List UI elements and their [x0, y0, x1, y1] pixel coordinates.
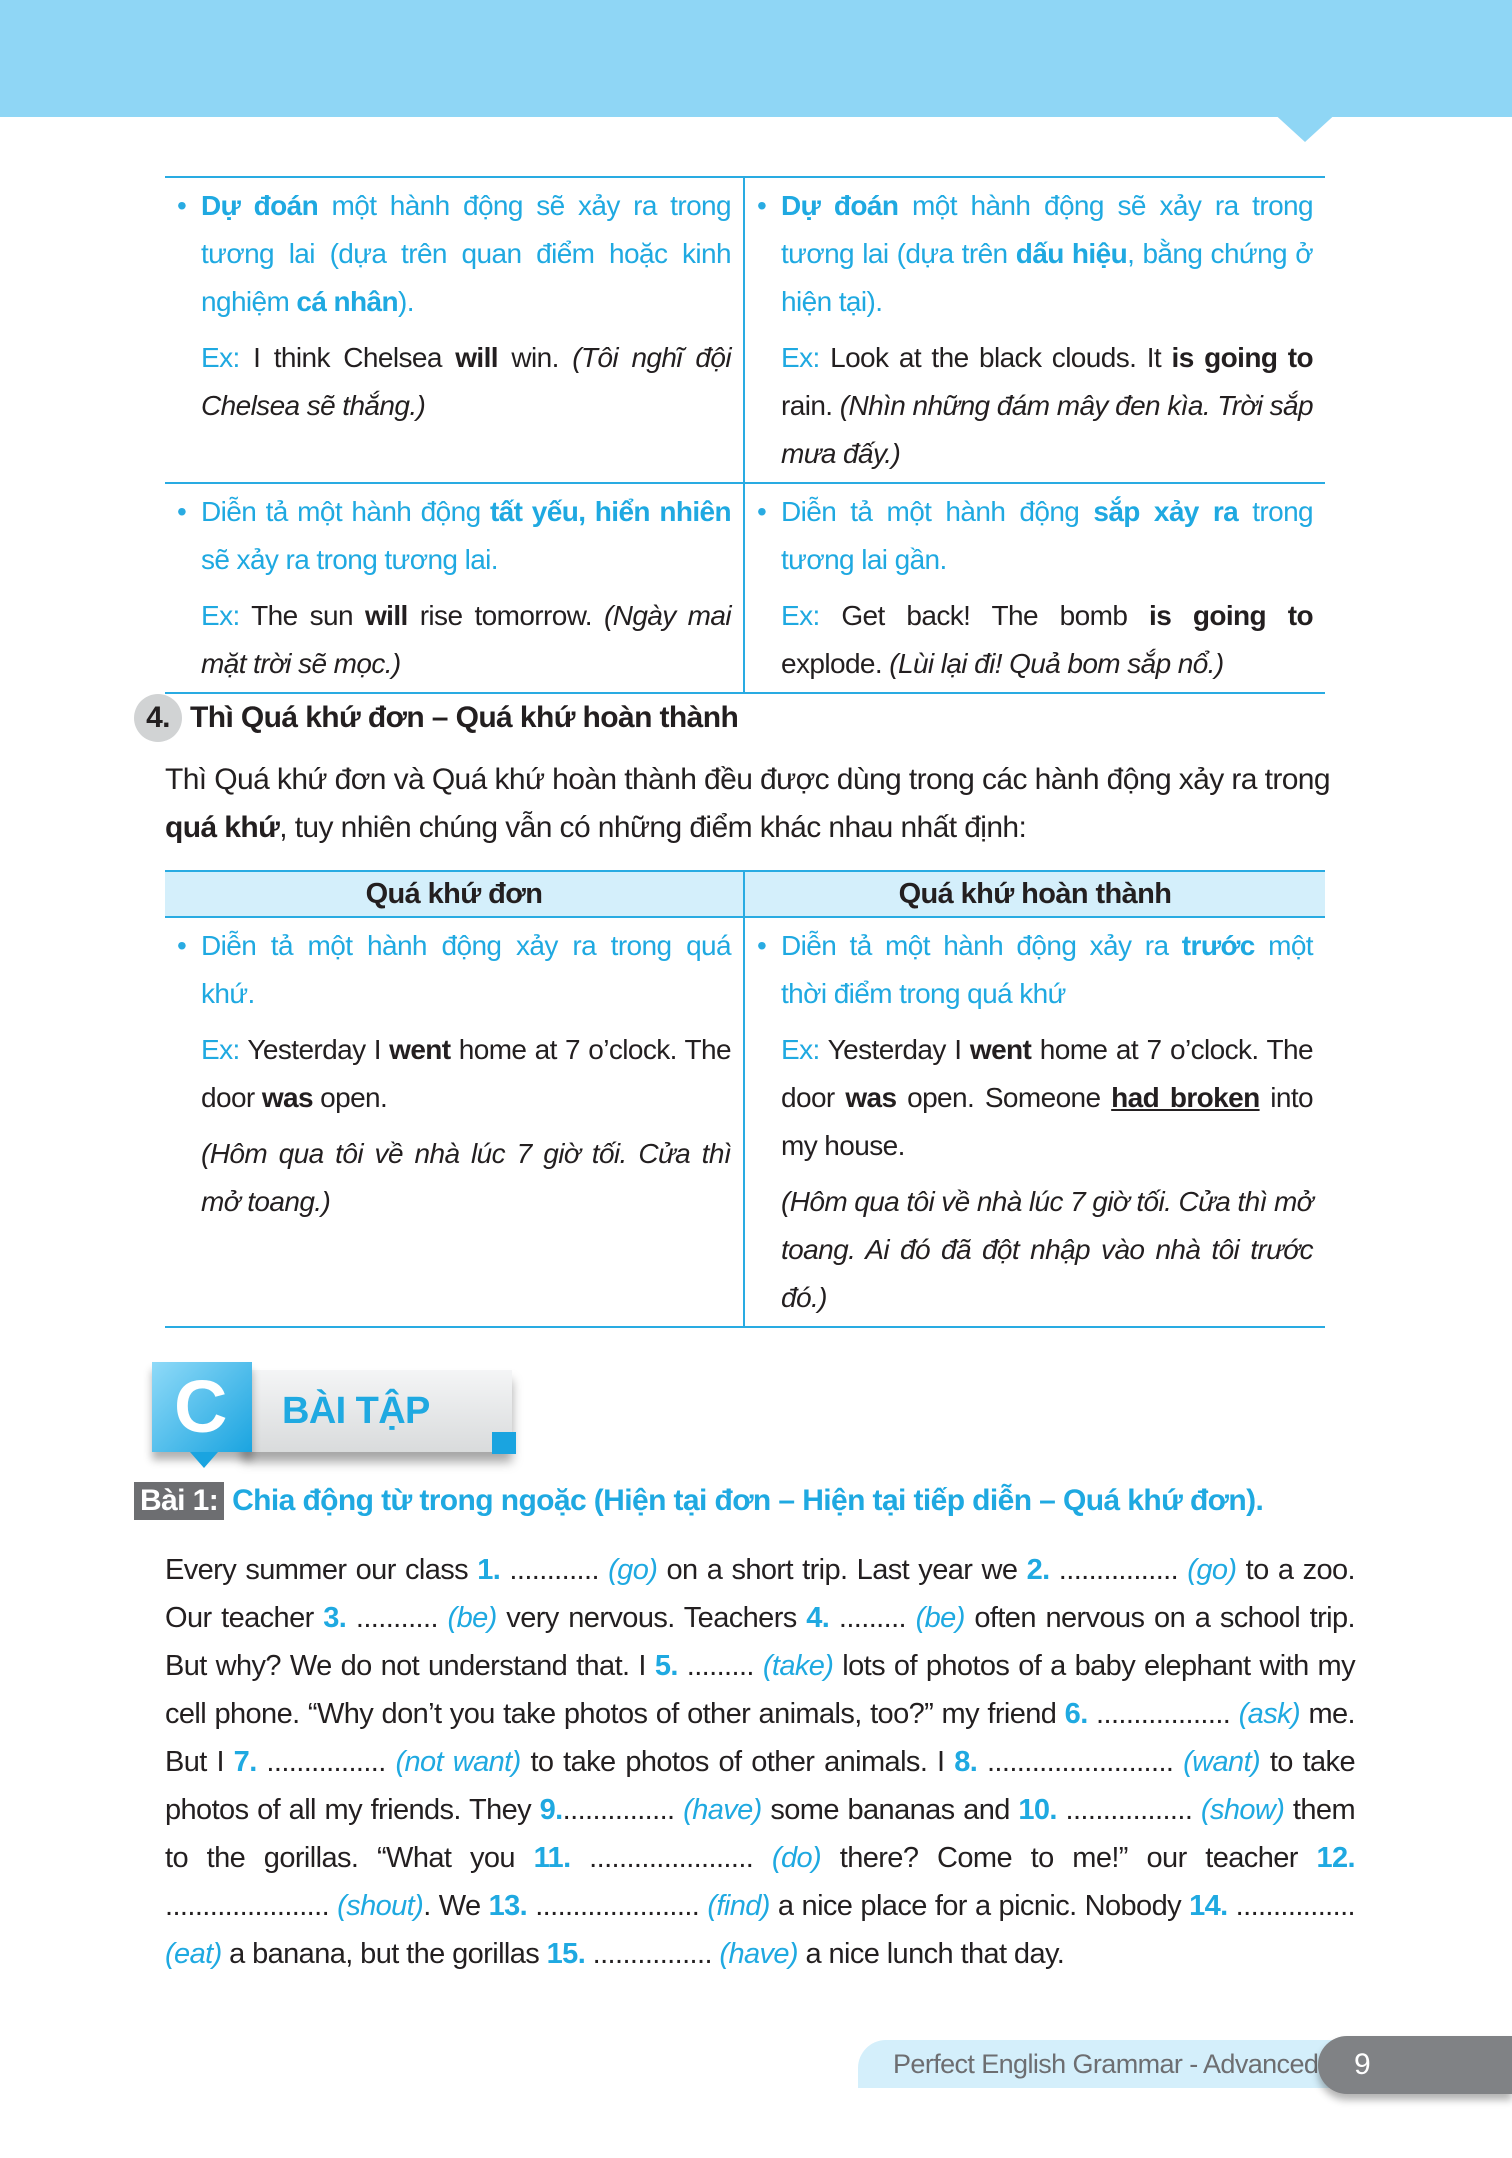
table-cell-left: [165, 178, 745, 482]
text-run: sẽ xảy ra trong tương lai.: [201, 544, 498, 575]
text-run: (Lùi lại đi! Quả bom sắp nổ.): [889, 648, 1224, 679]
text-run: explode.: [781, 648, 890, 679]
text-run: a nice place for a picnic. Nobody: [769, 1890, 1190, 1922]
section-label: BÀI TẬP: [282, 1390, 430, 1432]
text-run: sắp xảy ra: [1093, 496, 1239, 527]
text-run: ).: [398, 286, 414, 317]
text-run: 8.: [954, 1746, 978, 1778]
text-run: 10.: [1018, 1794, 1057, 1826]
text-run: Look at the black clouds. It: [830, 342, 1172, 373]
text-run: Ex:: [201, 1034, 248, 1065]
text-run: is going to: [1171, 342, 1313, 373]
text-run: Ex:: [781, 342, 831, 373]
text-run: trước: [1181, 930, 1255, 961]
text-run: (be): [447, 1602, 497, 1634]
text-run: .................: [1056, 1794, 1201, 1826]
text-run: quá khứ: [165, 811, 280, 844]
header-simple-past: Quá khứ đơn: [165, 872, 745, 916]
text-run: 5.: [654, 1650, 678, 1682]
text-run: 14.: [1189, 1890, 1228, 1922]
page-number: 9: [1318, 2036, 1512, 2094]
text-run: was: [845, 1082, 897, 1113]
text-run: Get back! The bomb: [841, 600, 1150, 631]
text-run: 12.: [1316, 1842, 1355, 1874]
section-number: 4.: [134, 694, 182, 742]
text-run: 2.: [1026, 1554, 1050, 1586]
bullet-point: [755, 488, 1313, 584]
text-run: ................: [1049, 1554, 1188, 1586]
example: [755, 334, 1313, 478]
text-run: Diễn tả một hành động xảy ra trong quá khứ.: [201, 930, 731, 1009]
text-run: 13.: [488, 1890, 528, 1922]
text-run: trong tương lai gần.: [781, 496, 1314, 575]
bullet-icon: •: [177, 496, 187, 527]
banner-notch: [1270, 110, 1340, 142]
text-run: .........................: [977, 1746, 1184, 1778]
text-run: .........: [829, 1602, 916, 1634]
past-tenses-table: [165, 870, 1325, 1328]
text-run: rise tomorrow.: [407, 600, 604, 631]
text-run: a banana, but the gorillas: [221, 1938, 547, 1970]
text-run: (shout): [337, 1890, 424, 1922]
text-run: rain.: [781, 390, 840, 421]
text-run: home at 7 o’clock. The door: [781, 1034, 1313, 1113]
text-run: 11.: [533, 1842, 571, 1874]
table-cell-left: [165, 918, 745, 1326]
bullet-point: [755, 182, 1313, 326]
text-run: , tuy nhiên chúng vẫn có những điểm khác nhau nhất định:: [279, 811, 1027, 844]
text-run: một thời điểm trong quá khứ: [781, 930, 1313, 1009]
text-run: (Ngày mai mặt trời sẽ mọc.): [201, 600, 732, 679]
header-past-perfect: Quá khứ hoàn thành: [898, 878, 1172, 910]
text-run: ............: [500, 1554, 609, 1586]
text-run: ................: [256, 1746, 396, 1778]
exercise-tag: Bài 1:: [134, 1482, 224, 1520]
text-run: I think Chelsea: [253, 342, 456, 373]
text-run: (Hôm qua tôi về nhà lúc 7 giờ tối. Cửa thì mở toang. Ai đó đã đột nhập vào nhà tôi trước đó.): [781, 1186, 1313, 1313]
text-run: , bằng chứng ở hiện tại).: [781, 238, 1313, 317]
text-run: cá nhân: [296, 286, 399, 317]
text-run: 3.: [323, 1602, 347, 1634]
text-run: win.: [497, 342, 573, 373]
text-run: (not want): [395, 1746, 521, 1778]
bullet-icon: •: [177, 190, 187, 221]
text-run: Dự đoán: [201, 190, 319, 221]
table-cell-right: [745, 178, 1325, 482]
text-run: . We: [423, 1890, 489, 1922]
text-run: will: [455, 342, 498, 373]
text-run: Every summer our class: [165, 1554, 478, 1586]
text-run: (have): [683, 1794, 762, 1826]
text-run: (want): [1183, 1746, 1261, 1778]
text-run: ......................: [165, 1890, 338, 1922]
text-run: Ex:: [781, 600, 842, 631]
text-run: The sun: [251, 600, 365, 631]
example: [175, 1130, 731, 1226]
text-run: (go): [608, 1554, 658, 1586]
table-row: [165, 484, 1325, 692]
exercise-heading: [134, 1482, 1263, 1520]
text-run: .........: [677, 1650, 763, 1682]
table-cell-right: [745, 918, 1325, 1326]
example: [175, 334, 731, 430]
text-run: Diễn tả một hành động: [781, 496, 1094, 527]
text-run: Diễn tả một hành động xảy ra: [781, 930, 1182, 961]
text-run: 6.: [1064, 1698, 1088, 1730]
bullet-icon: •: [757, 190, 767, 221]
text-run: 7.: [233, 1746, 257, 1778]
exercise-text: [165, 1546, 1355, 1978]
text-run: Dự đoán: [781, 190, 899, 221]
text-run: went: [389, 1034, 451, 1065]
text-run: (be): [915, 1602, 965, 1634]
table-cell-left: [165, 484, 745, 692]
text-run: ...............: [562, 1794, 684, 1826]
text-run: often nervous on a school trip. But why? We do not understand that. I: [165, 1602, 1355, 1682]
text-run: (go): [1187, 1554, 1237, 1586]
text-run: Ex:: [781, 1034, 828, 1065]
text-run: home at 7 o’clock. The door: [201, 1034, 731, 1113]
text-run: tất yếu, hiển nhiên: [489, 496, 731, 527]
example: [755, 1026, 1313, 1170]
section-c-badge: [152, 1352, 522, 1458]
text-run: ......................: [527, 1890, 708, 1922]
text-run: Yesterday I: [247, 1034, 390, 1065]
section-title: Thì Quá khứ đơn – Quá khứ hoàn thành: [190, 701, 739, 734]
text-run: open.: [312, 1082, 388, 1113]
text-run: ..................: [1087, 1698, 1239, 1730]
text-run: Thì Quá khứ đơn và Quá khứ hoàn thành đều được dùng trong các hành động xảy ra trong: [165, 763, 1330, 796]
badge-tail: [190, 1452, 218, 1468]
text-run: (Nhìn những đám mây đen kìa. Trời sắp mưa đấy.): [781, 390, 1313, 469]
text-run: me. But I: [165, 1698, 1355, 1778]
text-run: to take photos of other animals. I: [520, 1746, 955, 1778]
text-run: lots of photos of a baby elephant with my cell phone. “Why don’t you take photos of other animals, too?” my friend: [165, 1650, 1356, 1730]
text-run: (show): [1200, 1794, 1285, 1826]
will-vs-going-to-table: [165, 176, 1325, 694]
section-letter: C: [174, 1365, 227, 1448]
header-banner: [0, 0, 1512, 117]
text-run: (Tôi nghĩ đội Chelsea sẽ thắng.): [201, 342, 731, 421]
text-run: dấu hiệu: [1015, 238, 1128, 269]
text-run: very nervous. Teachers: [496, 1602, 807, 1634]
section-4-heading: [134, 694, 738, 742]
text-run: some bananas and: [761, 1794, 1019, 1826]
exercise-title: Chia động từ trong ngoặc (Hiện tại đơn – Hiện tại tiếp diễn – Quá khứ đơn).: [232, 1484, 1264, 1517]
bullet-point: [175, 488, 731, 584]
bullet-point: [175, 182, 731, 326]
text-run: ................: [585, 1938, 720, 1970]
text-run: had broken: [1111, 1082, 1260, 1113]
text-run: Ex:: [201, 342, 254, 373]
text-run: 15.: [546, 1938, 586, 1970]
text-run: một hành động sẽ xảy ra trong tương lai (dựa trên: [781, 190, 1313, 269]
example: [175, 1026, 731, 1122]
text-run: ...........: [346, 1602, 448, 1634]
text-run: on a short trip. Last year we: [657, 1554, 1027, 1586]
text-run: Diễn tả một hành động: [201, 496, 490, 527]
text-run: (take): [762, 1650, 834, 1682]
example: [755, 592, 1313, 688]
text-run: there? Come to me!” our teacher: [821, 1842, 1317, 1874]
text-run: to take photos of all my friends. They: [165, 1746, 1355, 1826]
text-run: to a zoo. Our teacher: [165, 1554, 1355, 1634]
text-run: will: [364, 600, 408, 631]
text-run: (do): [771, 1842, 822, 1874]
text-run: into my house.: [781, 1082, 1313, 1161]
bullet-icon: •: [757, 496, 767, 527]
example: [755, 1178, 1313, 1322]
text-run: was: [261, 1082, 313, 1113]
table-header: [165, 872, 1325, 918]
bullet-icon: •: [177, 930, 187, 961]
text-run: is going to: [1149, 600, 1313, 631]
badge-corner: [492, 1432, 516, 1454]
bullet-point: [755, 922, 1313, 1018]
text-run: 4.: [806, 1602, 830, 1634]
text-run: Ex:: [201, 600, 252, 631]
bullet-icon: •: [757, 930, 767, 961]
example: [175, 592, 731, 688]
text-run: (find): [707, 1890, 770, 1922]
text-run: Yesterday I: [827, 1034, 970, 1065]
bullet-point: [175, 922, 731, 1018]
footer-book-title: Perfect English Grammar - Advanced: [858, 2040, 1378, 2088]
text-run: ......................: [570, 1842, 772, 1874]
table-row: [165, 178, 1325, 484]
text-run: open. Someone: [896, 1082, 1112, 1113]
text-run: them to the gorillas. “What you: [165, 1794, 1355, 1874]
text-run: 9.: [539, 1794, 563, 1826]
text-run: 1.: [477, 1554, 501, 1586]
text-run: (Hôm qua tôi về nhà lúc 7 giờ tối. Cửa thì mở toang.): [201, 1138, 731, 1217]
table-cell-right: [745, 484, 1325, 692]
text-run: (have): [719, 1938, 798, 1970]
text-run: ................: [1227, 1890, 1355, 1922]
text-run: a nice lunch that day.: [798, 1938, 1065, 1970]
text-run: một hành động sẽ xảy ra trong tương lai (dựa trên quan điểm hoặc kinh nghiệm: [201, 190, 731, 317]
text-run: (ask): [1238, 1698, 1301, 1730]
text-run: went: [969, 1034, 1032, 1065]
table-row: [165, 918, 1325, 1326]
text-run: (eat): [165, 1938, 222, 1970]
section-4-intro: [165, 756, 1355, 852]
